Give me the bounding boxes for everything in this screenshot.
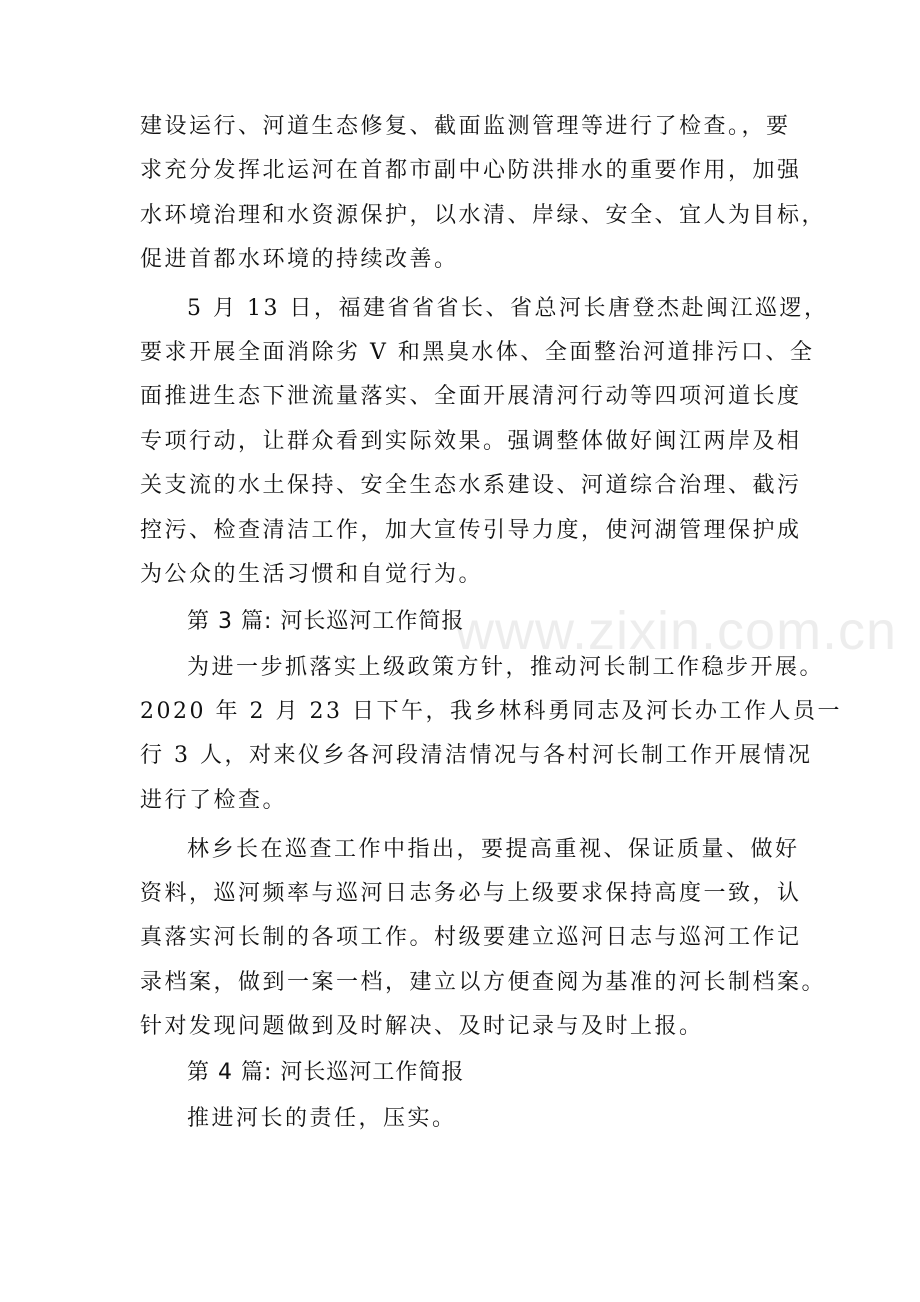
text-line: 专项行动，让群众看到实际效果。强调整体做好闽江两岸及相 xyxy=(140,429,802,454)
text-line: 促进首都水环境的持续改善。 xyxy=(140,247,459,272)
text-line: 录档案，做到一案一档，建立以方便查阅为基准的河长制档案。 xyxy=(140,970,827,995)
text-line: 面推进生态下泄流量落实、全面开展清河行动等四项河道长度 xyxy=(140,384,802,409)
text-line: 资料，巡河频率与巡河日志务必与上级要求保持高度一致，认 xyxy=(140,881,802,906)
text-line: 求充分发挥北运河在首都市副中心防洪排水的重要作用，加强 xyxy=(140,158,802,183)
text-line: 关支流的水土保持、安全生态水系建设、河道综合治理、截污 xyxy=(140,473,802,498)
text-line: 要求开展全面消除劣 V 和黑臭水体、全面整治河道排污口、全 xyxy=(140,340,815,365)
text-line: 林乡长在巡查工作中指出，要提高重视、保证质量、做好 xyxy=(187,837,800,862)
text-line: 水环境治理和水资源保护，以水清、岸绿、安全、宜人为目标， xyxy=(140,203,827,228)
text-line: 针对发现问题做到及时解决、及时记录与及时上报。 xyxy=(140,1014,704,1039)
text-line: 真落实河长制的各项工作。村级要建立巡河日志与巡河工作记 xyxy=(140,925,802,950)
watermark: www.zixin.com.cn xyxy=(455,601,898,661)
text-line: 为进一步抓落实上级政策方针，推动河长制工作稳步开展。 xyxy=(187,655,825,680)
text-line: 5 月 13 日，福建省省省长、省总河长唐登杰赴闽江巡逻， xyxy=(187,296,829,321)
text-line: 建设运行、河道生态修复、截面监测管理等进行了检查。，要 xyxy=(140,114,791,139)
section-heading: 第 4 篇: 河长巡河工作简报 xyxy=(187,1060,465,1085)
section-heading: 第 3 篇: 河长巡河工作简报 xyxy=(187,609,465,634)
text-line: 进行了检查。 xyxy=(140,788,288,813)
text-line: 为公众的生活习惯和自觉行为。 xyxy=(140,562,484,587)
text-line: 2020 年 2 月 23 日下午，我乡林科勇同志及河长办工作人员一 xyxy=(140,699,842,724)
text-line: 行 3 人，对来仪乡各河段清洁情况与各村河长制工作开展情况 xyxy=(140,743,813,768)
text-line: 控污、检查清洁工作，加大宣传引导力度，使河湖管理保护成 xyxy=(140,518,802,543)
text-line: 推进河长的责任，压实。 xyxy=(187,1106,457,1131)
